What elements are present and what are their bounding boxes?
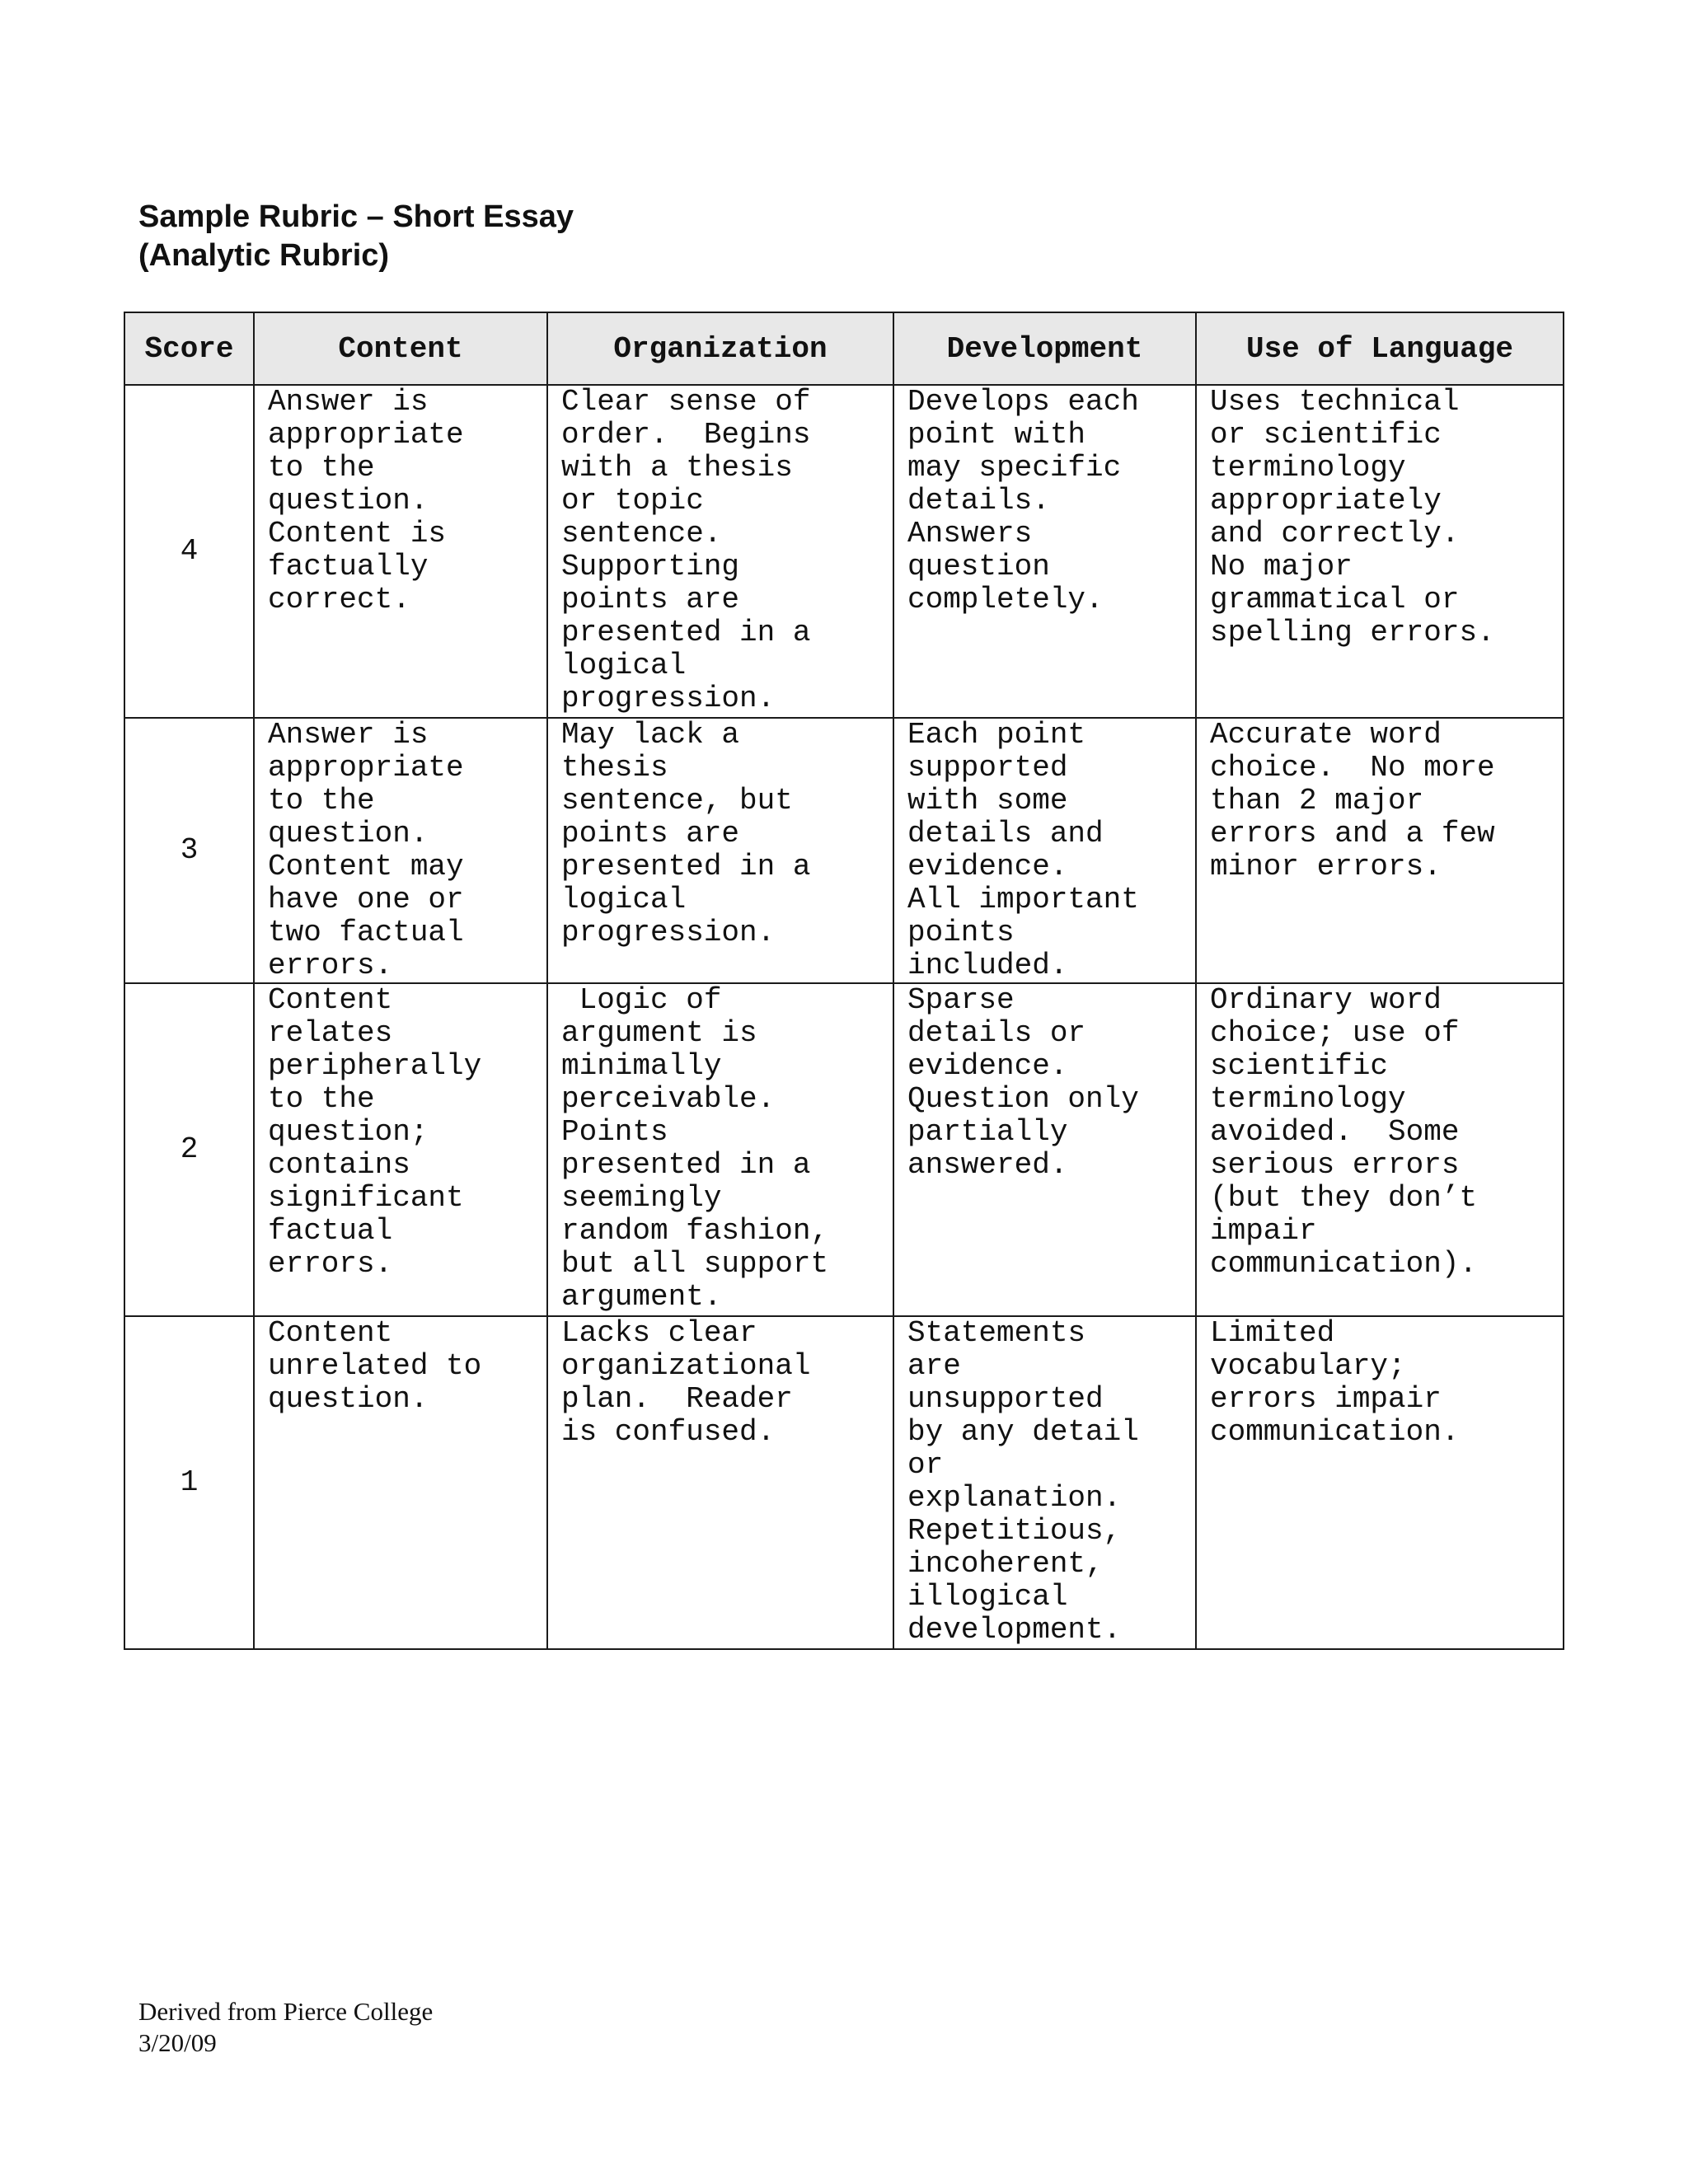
footer-source: Derived from Pierce College xyxy=(138,1997,434,2026)
header-content: Content xyxy=(254,312,547,385)
score-cell: 4 xyxy=(124,385,254,718)
organization-text: Logic of argument is minimally perceivable. Points presented in a seemingly random fashion, but all support argument. xyxy=(561,983,829,1314)
organization-text: Clear sense of order. Begins with a thesis or topic sentence. Supporting points are presented in a logical progression. xyxy=(561,385,811,715)
document-title xyxy=(138,198,574,275)
content-cell xyxy=(254,983,547,1316)
rubric-table xyxy=(124,312,1564,1650)
language-text: Ordinary word choice; use of scientific terminology avoided. Some serious errors (but they don’t impair communication). xyxy=(1210,983,1478,1281)
organization-cell xyxy=(547,1316,893,1649)
content-text: Answer is appropriate to the question. Content may have one or two factual errors. xyxy=(268,718,464,982)
development-text: Sparse details or evidence. Question only partially answered. xyxy=(907,983,1139,1182)
organization-cell xyxy=(547,385,893,718)
language-text: Accurate word choice. No more than 2 major errors and a few minor errors. xyxy=(1210,718,1495,883)
score-cell: 3 xyxy=(124,718,254,983)
content-text: Answer is appropriate to the question. Content is factually correct. xyxy=(268,385,464,616)
title-line-2: (Analytic Rubric) xyxy=(138,238,390,273)
language-cell xyxy=(1196,718,1564,983)
organization-cell xyxy=(547,718,893,983)
footer-date: 3/20/09 xyxy=(138,2028,217,2057)
content-text: Content unrelated to question. xyxy=(268,1316,482,1416)
development-cell xyxy=(893,1316,1196,1649)
header-row xyxy=(124,312,1564,385)
header-development: Development xyxy=(893,312,1196,385)
language-text: Limited vocabulary; errors impair communication. xyxy=(1210,1316,1460,1449)
development-text: Statements are unsupported by any detail or explanation. Repetitious, incoherent, illogical development. xyxy=(907,1316,1139,1647)
organization-cell xyxy=(547,983,893,1316)
content-cell xyxy=(254,718,547,983)
development-cell xyxy=(893,385,1196,718)
score-cell: 2 xyxy=(124,983,254,1316)
development-cell xyxy=(893,718,1196,983)
table-row xyxy=(124,718,1564,983)
table-row xyxy=(124,385,1564,718)
title-line-1: Sample Rubric – Short Essay xyxy=(138,199,574,234)
header-organization: Organization xyxy=(547,312,893,385)
language-text: Uses technical or scientific terminology appropriately and correctly. No major grammatical or spelling errors. xyxy=(1210,385,1495,649)
footer xyxy=(138,1996,433,2059)
table-row xyxy=(124,1316,1564,1649)
language-cell xyxy=(1196,385,1564,718)
table-row xyxy=(124,983,1564,1316)
content-cell xyxy=(254,1316,547,1649)
development-text: Develops each point with may specific details. Answers question completely. xyxy=(907,385,1139,616)
content-cell xyxy=(254,385,547,718)
language-cell xyxy=(1196,1316,1564,1649)
score-cell: 1 xyxy=(124,1316,254,1649)
development-text: Each point supported with some details and evidence. All important points included. xyxy=(907,718,1139,982)
organization-text: Lacks clear organizational plan. Reader is confused. xyxy=(561,1316,811,1449)
language-cell xyxy=(1196,983,1564,1316)
organization-text: May lack a thesis sentence, but points are presented in a logical progression. xyxy=(561,718,811,949)
header-score: Score xyxy=(124,312,254,385)
development-cell xyxy=(893,983,1196,1316)
content-text: Content relates peripherally to the question; contains significant factual errors. xyxy=(268,983,482,1281)
header-use-of-language: Use of Language xyxy=(1196,312,1564,385)
